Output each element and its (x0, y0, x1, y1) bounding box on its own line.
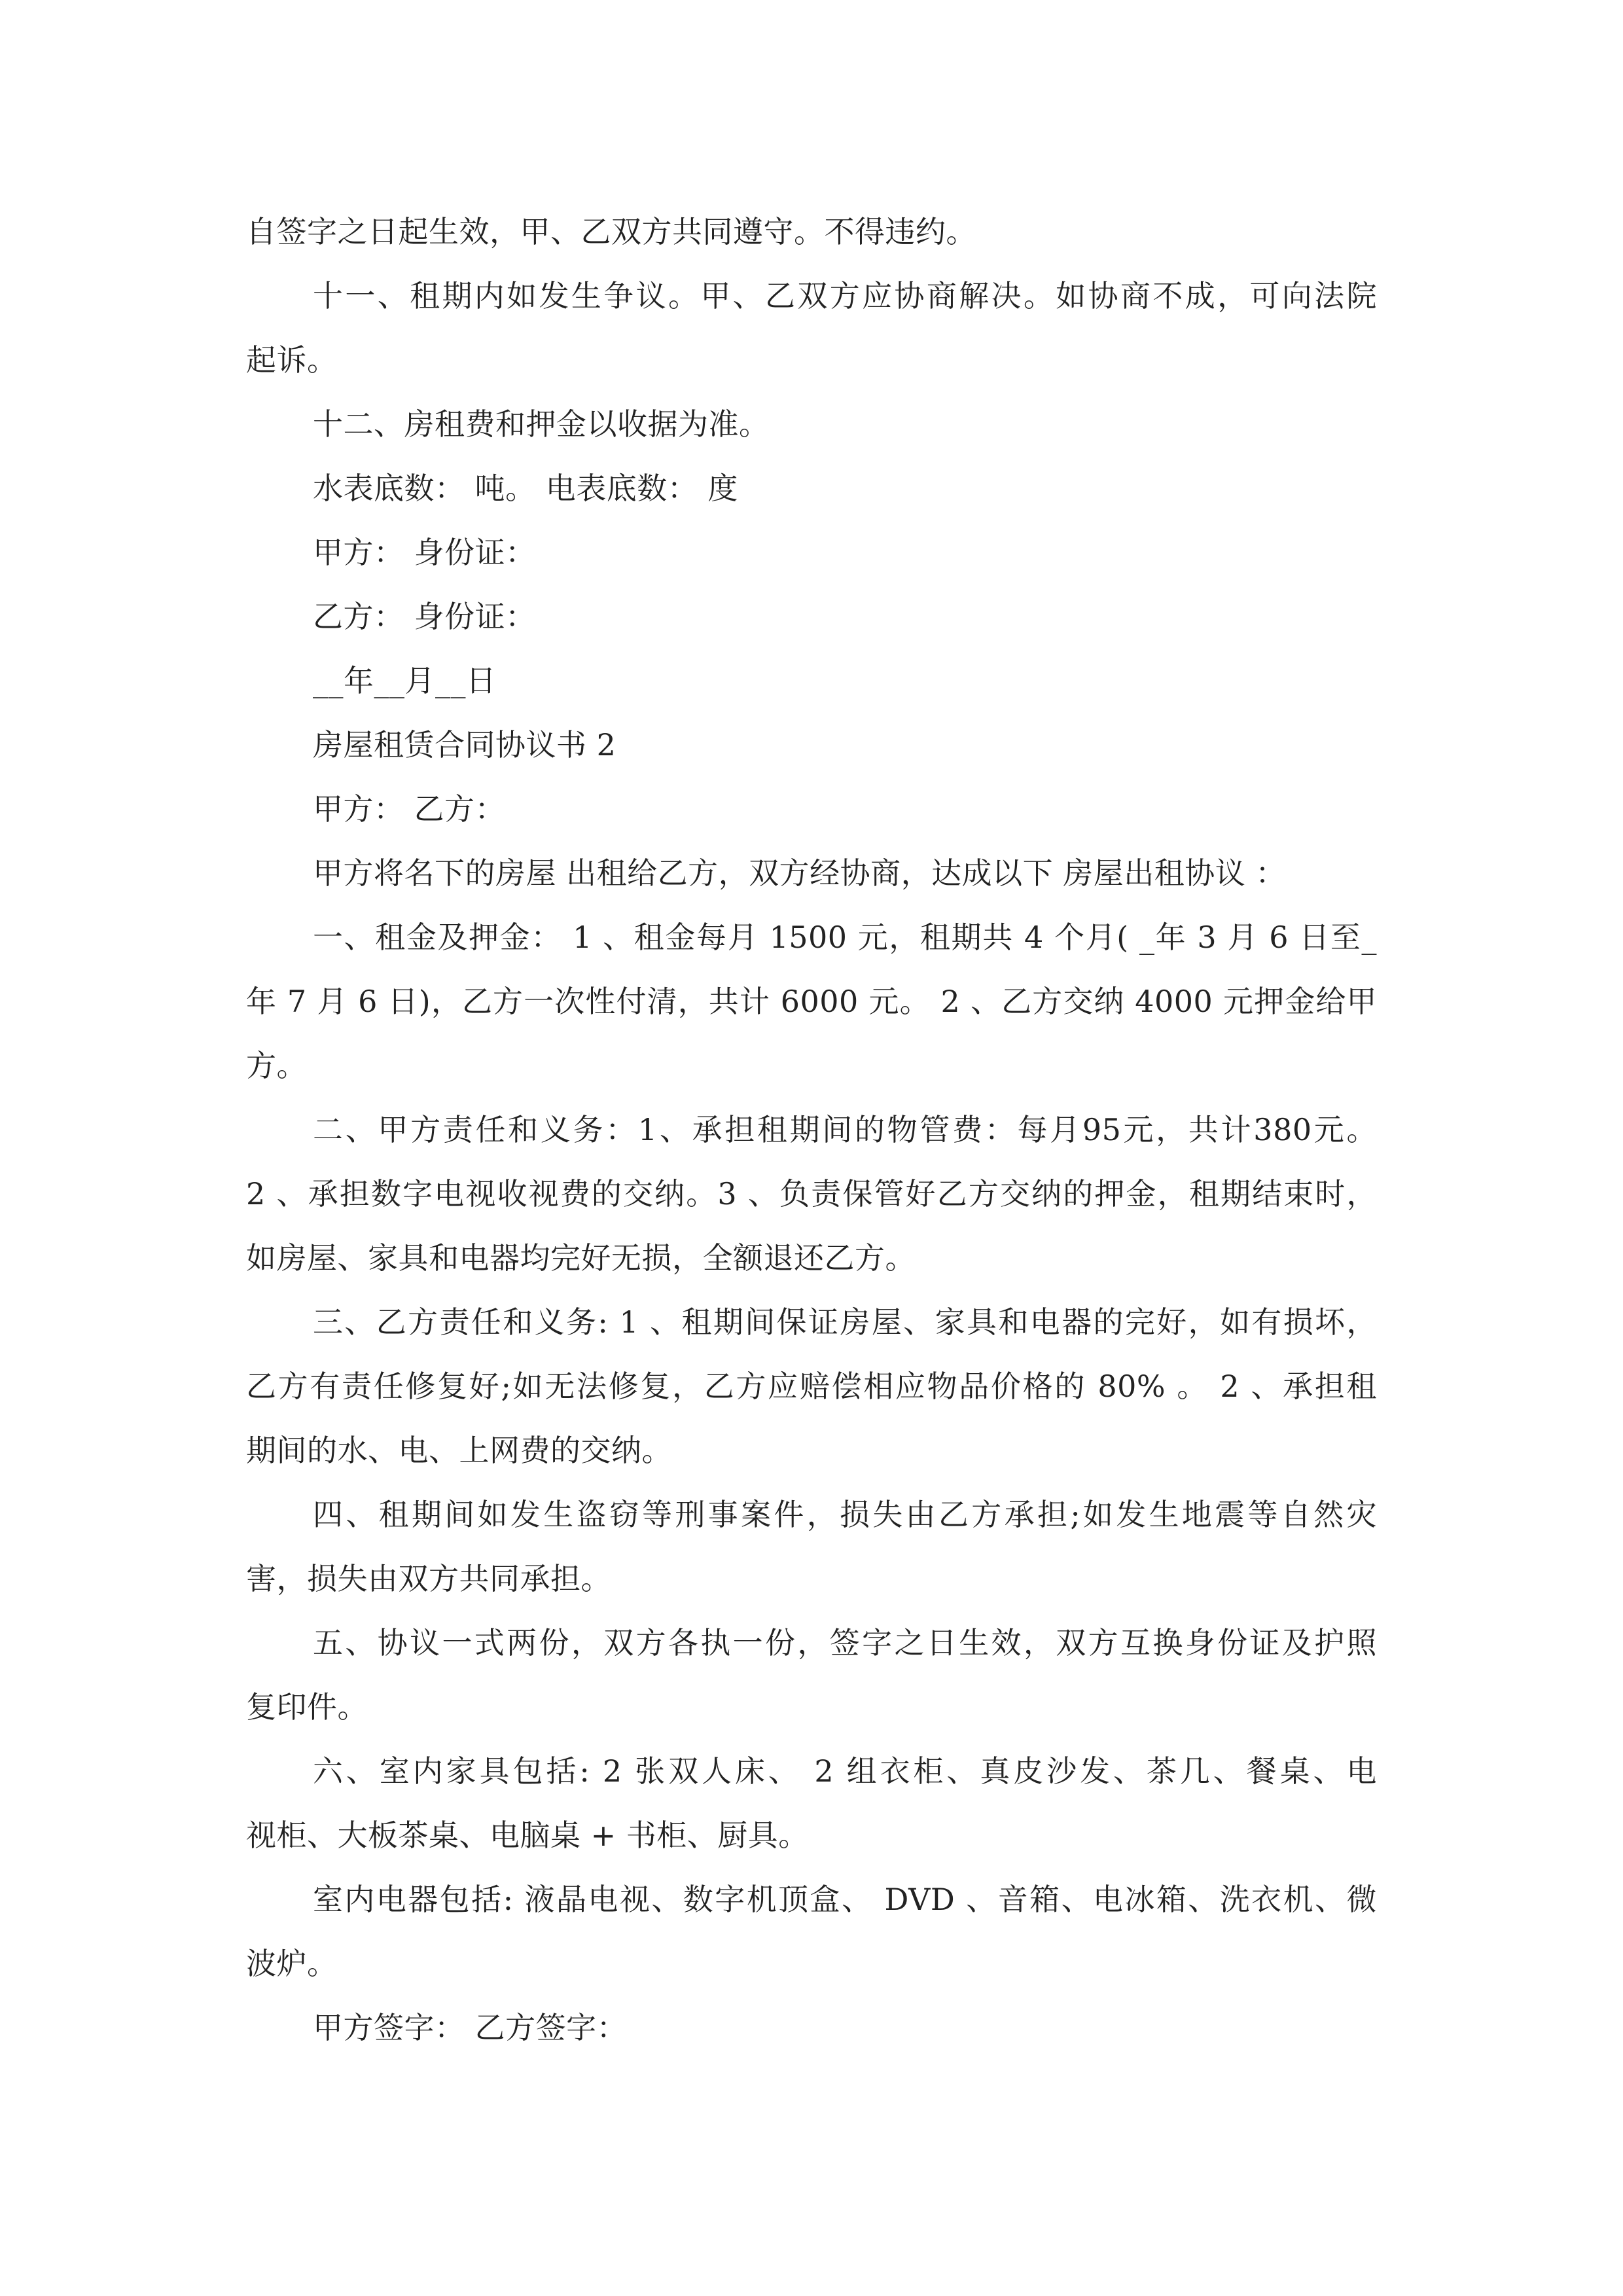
text-line: __年__月__日 (313, 663, 497, 698)
text-line: 乙方： 身份证： (313, 599, 536, 634)
text-line: 自签字之日起生效，甲、乙双方共同遵守。不得违约。 (246, 214, 976, 249)
text-line: 四、租期间如发生盗窃等刑事案件，损失由乙方承担;如发生地震等自然灾 (313, 1497, 1377, 1532)
text-line: 室内电器包括: 液晶电视、数字机顶盒、 DVD 、音箱、电冰箱、洗衣机、微 (313, 1882, 1377, 1917)
text-line: 水表底数： 吨。 电表底数： 度 (313, 471, 738, 506)
text-line: 方。 (246, 1048, 307, 1083)
text-line: 三、乙方责任和义务: 1 、租期间保证房屋、家具和电器的完好，如有损坏， (313, 1304, 1377, 1340)
text-line: 甲方： 乙方： (313, 791, 506, 827)
text-line: 如房屋、家具和电器均完好无损，全额退还乙方。 (246, 1240, 916, 1276)
text-line: 甲方： 身份证： (313, 535, 536, 570)
text-line: 六、室内家具包括: 2 张双人床、 2 组衣柜、真皮沙发、茶几、餐桌、电 (313, 1753, 1377, 1789)
text-line: 起诉。 (246, 342, 338, 378)
text-line: 十一、租期内如发生争议。甲、乙双方应协商解决。如协商不成，可向法院 (313, 278, 1377, 314)
text-line: 复印件。 (246, 1689, 368, 1725)
text-line: 2 、承担数字电视收视费的交纳。3 、负责保管好乙方交纳的押金，租期结束时， (246, 1176, 1377, 1211)
text-line: 视柜、大板茶桌、电脑桌 + 书柜、厨具。 (246, 1818, 809, 1853)
text-line: 年 7 月 6 日)，乙方一次性付清，共计 6000 元。 2 、乙方交纳 4000 元押金给甲 (246, 984, 1377, 1019)
text-line: 波炉。 (246, 1946, 338, 1981)
text-line: 一、租金及押金： 1 、租金每月 1500 元，租期共 4 个月( _年 3 月 6 日至_ (313, 920, 1377, 955)
section-title: 房屋租赁合同协议书 2 (313, 727, 616, 762)
text-line: 甲方将名下的房屋 出租给乙方，双方经协商，达成以下 房屋出租协议 ： (313, 855, 1286, 891)
signature-line: 甲方签字： 乙方签字： (313, 2010, 628, 2045)
text-line: 十二、房租费和押金以收据为准。 (313, 406, 770, 442)
text-line: 二、甲方责任和义务：1、承担租期间的物管费：每月95元，共计380元。 (313, 1112, 1377, 1147)
text-line: 害，损失由双方共同承担。 (246, 1561, 611, 1596)
text-line: 乙方有责任修复好;如无法修复，乙方应赔偿相应物品价格的 80% 。 2 、承担租 (246, 1369, 1377, 1404)
text-line: 期间的水、电、上网费的交纳。 (246, 1433, 672, 1468)
text-line: 五、协议一式两份，双方各执一份，签字之日生效，双方互换身份证及护照 (313, 1625, 1377, 1660)
document-body (246, 200, 1377, 2060)
